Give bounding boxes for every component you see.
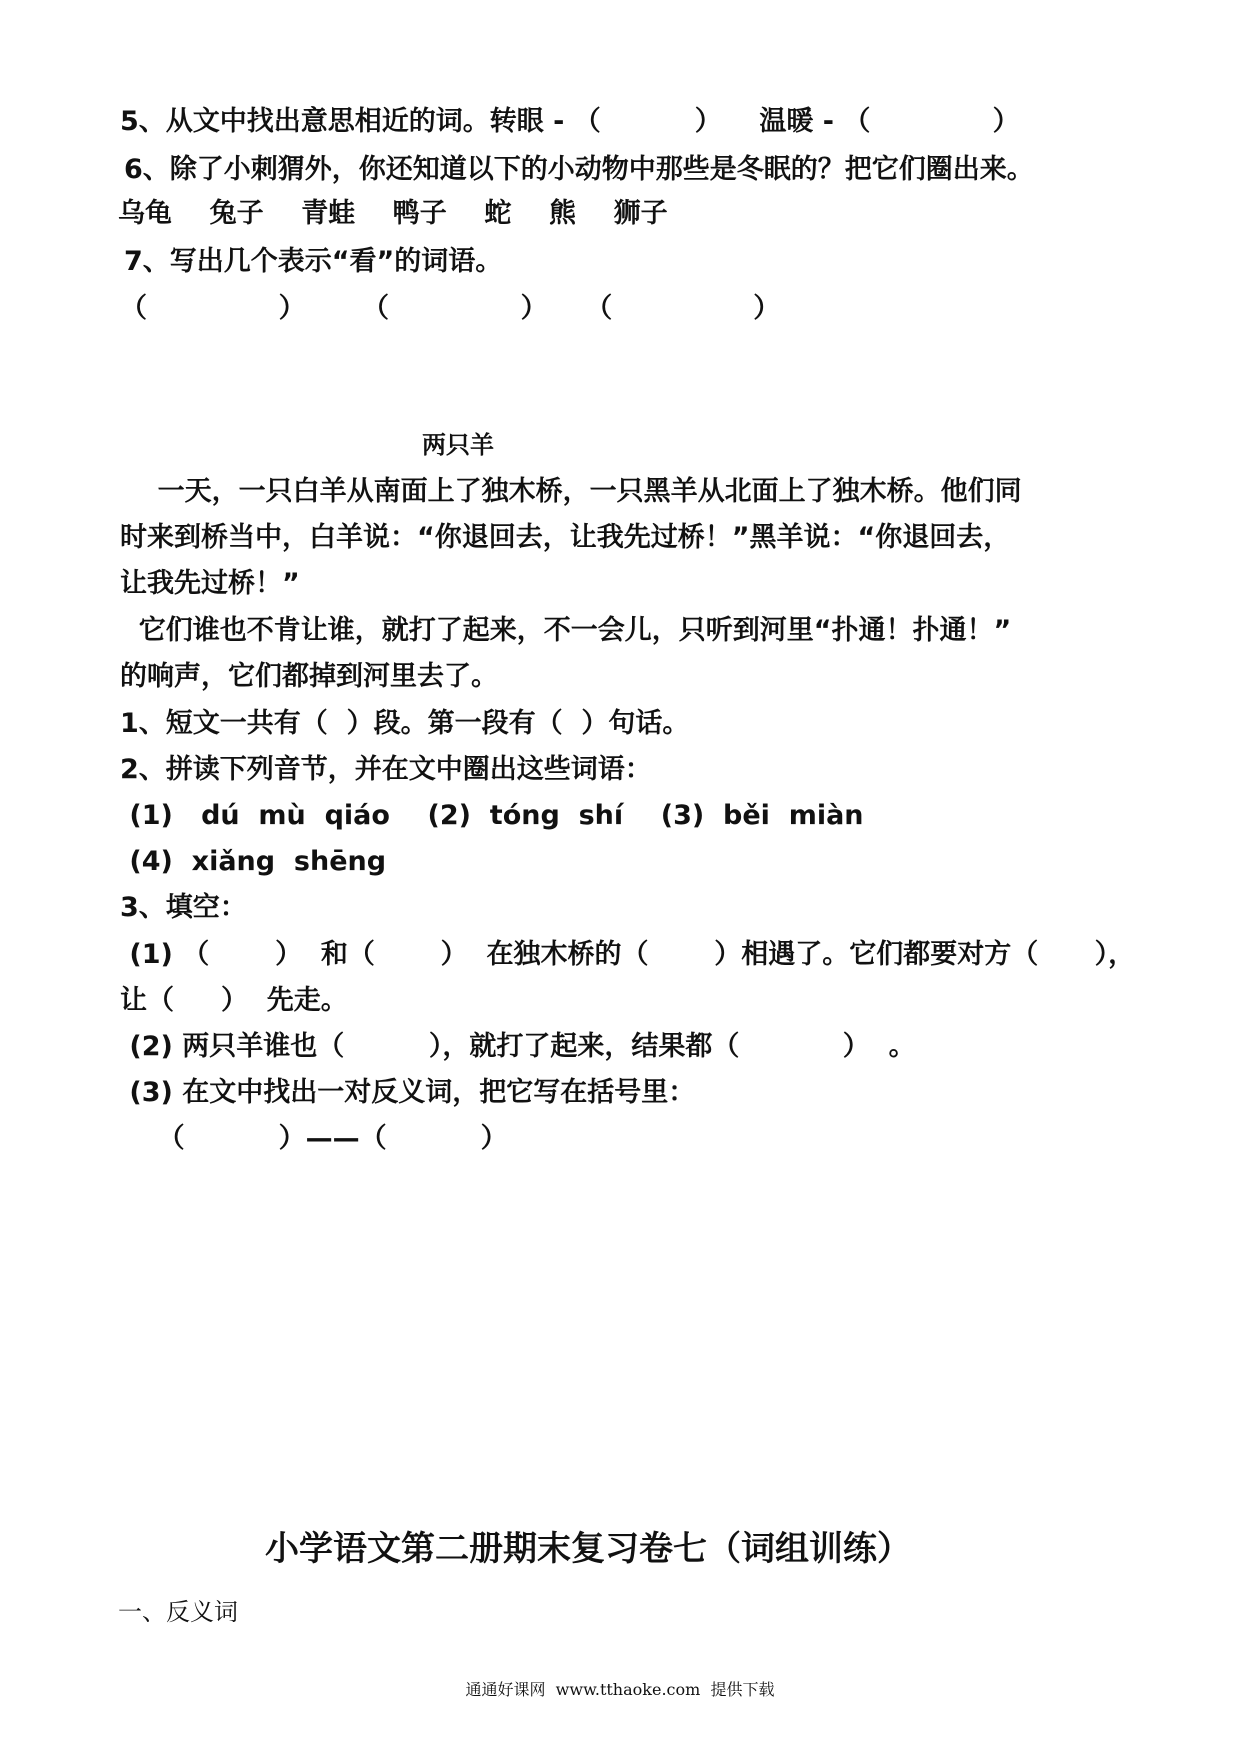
- story-question-3: 3、填空：: [120, 892, 247, 923]
- story-paragraph-1-line-3: 让我先过桥！”: [120, 568, 300, 599]
- story-paragraph-2-line-2: 的响声，它们都掉到河里去了。: [120, 661, 498, 692]
- section-antonyms: 一、反义词: [118, 1598, 238, 1626]
- story-paragraph-1-line-2: 时来到桥当中，白羊说：“你退回去，让我先过桥！”黑羊说：“你退回去，: [120, 522, 1011, 553]
- pinyin-row-2: (4) xiǎng shēng: [120, 846, 387, 877]
- story-question-2: 2、拼读下列音节，并在文中圈出这些词语：: [120, 754, 652, 785]
- fill-blank-3: (3) 在文中找出一对反义词，把它写在括号里：: [120, 1077, 696, 1108]
- fill-blank-1-cont: 让（ ） 先走。: [120, 985, 348, 1016]
- question-5: 5、从文中找出意思相近的词。转眼 - （ ） 温暖 - （ ）: [120, 106, 1020, 137]
- question-7: 7、写出几个表示“看”的词语。: [124, 246, 503, 277]
- antonym-blanks: （ ）——（ ）: [120, 1123, 508, 1154]
- question-6: 6、除了小刺猬外，你还知道以下的小动物中那些是冬眠的？把它们圈出来。: [124, 154, 1034, 185]
- fill-blank-2: (2) 两只羊谁也（ ），就打了起来，结果都（ ） 。: [120, 1031, 916, 1062]
- story-paragraph-2-line-1: 它们谁也不肯让谁，就打了起来，不一会儿，只听到河里“扑通！扑通！”: [120, 615, 1012, 646]
- pinyin-row-1: (1) dú mù qiáo (2) tóng shí (3) běi miàn: [120, 800, 864, 831]
- story-title: 两只羊: [422, 431, 494, 459]
- story-question-1: 1、短文一共有（ ）段。第一段有（ ）句话。: [120, 708, 690, 739]
- footer-credit: 通通好课网 www.tthaoke.com 提供下载: [465, 1680, 775, 1699]
- fill-blank-1: (1) （ ） 和（ ） 在独木桥的（ ）相遇了。它们都要对方（ ），: [120, 939, 1136, 970]
- story-paragraph-1-line-1: 一天，一只白羊从南面上了独木桥，一只黑羊从北面上了独木桥。他们同: [120, 476, 1022, 507]
- question-7-blanks: （ ） （ ） （ ）: [120, 293, 781, 324]
- question-6-animal-list: 乌龟 兔子 青蛙 鸭子 蛇 熊 狮子: [118, 198, 668, 229]
- exam-title: 小学语文第二册期末复习卷七（词组训练）: [265, 1529, 911, 1569]
